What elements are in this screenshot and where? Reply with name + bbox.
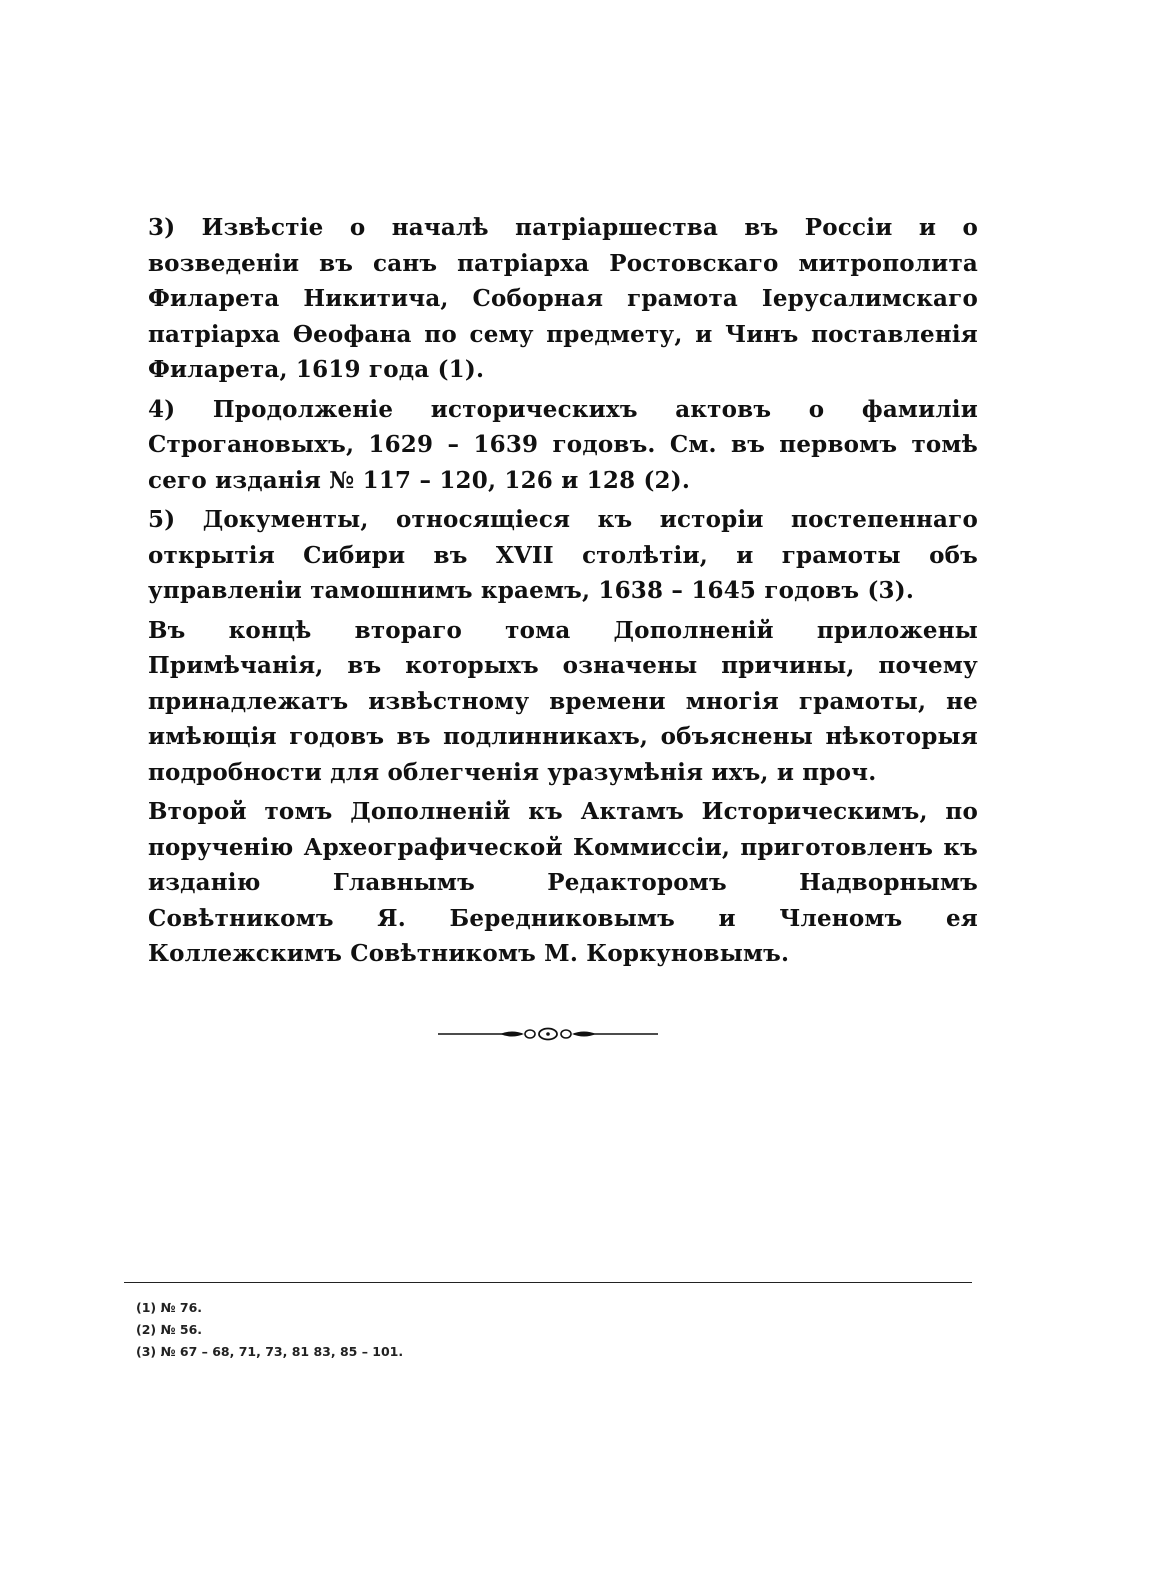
paragraph-item-5 [148, 502, 978, 609]
paragraph-text: Въ концѣ втораго тома Дополненій приложены Примѣчанія, въ которыхъ означены причины, почему принадлежатъ извѣстному времени многія грамоты, не имѣющія годовъ въ подлинникахъ, объяснены нѣкоторыя подробности для облегченія уразумѣнія ихъ, и проч. [148, 616, 978, 786]
item-number: 5) [148, 506, 176, 533]
footnote-3: (3) № 67 – 68, 71, 73, 81 83, 85 – 101. [136, 1344, 404, 1359]
footnote-2: (2) № 56. [136, 1322, 203, 1337]
paragraph-text: Продолженіе историческихъ актовъ о фамиліи Строгановыхъ, 1629 – 1639 годовъ. См. въ первомъ томѣ сего изданія № 117 – 120, 126 и 128 (2). [148, 395, 978, 494]
footnote-1: (1) № 76. [136, 1300, 203, 1315]
paragraph-notes [148, 613, 978, 791]
paragraph-item-4 [148, 392, 978, 499]
main-text-block [148, 210, 978, 976]
item-number: 3) [148, 214, 176, 241]
paragraph-item-3 [148, 210, 978, 388]
footnotes [136, 1297, 403, 1363]
ornament-divider [438, 1022, 658, 1046]
paragraph-text: Извѣстіе о началѣ патріаршества въ Россіи и о возведеніи въ санъ патріарха Ростовскаго митрополита Филарета Никитича, Соборная грамота Іерусалимскаго патріарха Ѳеофана по сему предмету, и Чинъ поставленія Филарета, 1619 года (1). [148, 214, 978, 383]
item-number: 4) [148, 395, 176, 423]
paragraph-editors [148, 794, 978, 972]
paragraph-text: Документы, относящіеся къ исторіи постепеннаго открытія Сибири въ XVII столѣтіи, и грамоты объ управленіи тамошнимъ краемъ, 1638 – 1645 годовъ (3). [148, 506, 978, 604]
paragraph-text: Второй томъ Дополненій къ Актамъ Историческимъ, по порученію Археографической Коммиссіи, приготовленъ къ изданію Главнымъ Редакторомъ Надворнымъ Совѣтникомъ Я. Бередниковымъ и Членомъ ея Коллежскимъ Совѣтникомъ М. Коркуновымъ. [148, 798, 978, 967]
footnote-rule [124, 1282, 972, 1283]
